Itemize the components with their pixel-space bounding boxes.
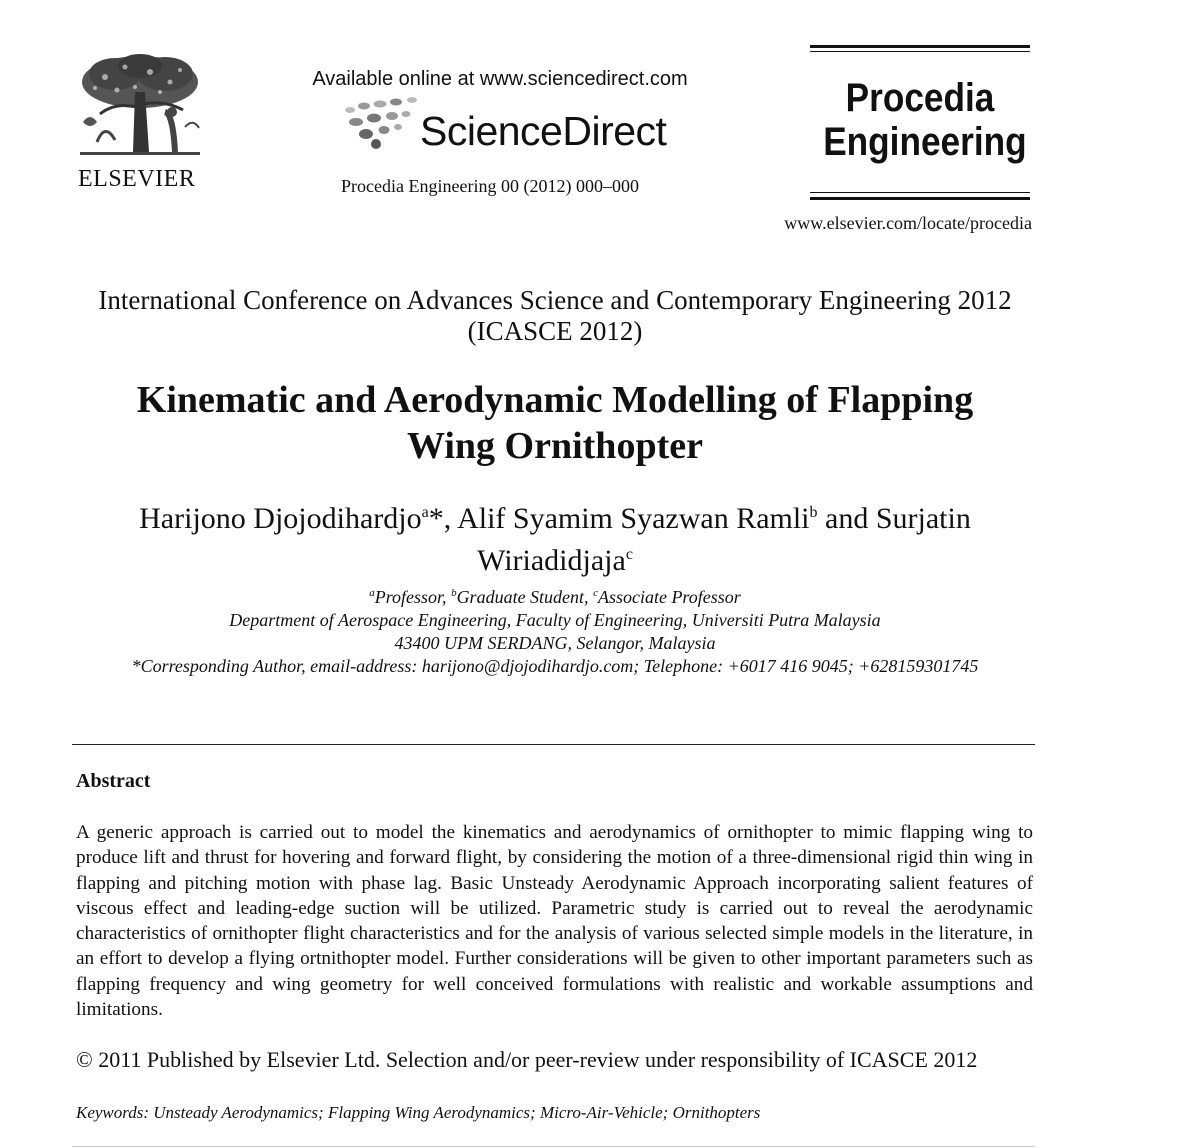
address: 43400 UPM SERDANG, Selangor, Malaysia bbox=[394, 633, 716, 653]
conference-line2: (ICASCE 2012) bbox=[467, 316, 643, 346]
role-text: Graduate Student, bbox=[456, 587, 594, 607]
copyright-notice: © 2011 Published by Elsevier Ltd. Selection and/or peer-review under responsibility of ICASCE 2012 bbox=[76, 1047, 978, 1072]
conference-line1: International Conference on Advances Science and Contemporary Engineering 2012 bbox=[98, 285, 1012, 315]
author-separator: and bbox=[817, 502, 876, 535]
sciencedirect-wordmark: ScienceDirect bbox=[420, 108, 667, 154]
elsevier-tree-logo bbox=[75, 52, 205, 162]
role-mark: b bbox=[451, 587, 457, 599]
abstract-heading: Abstract bbox=[76, 770, 151, 792]
bottom-divider bbox=[72, 1146, 1035, 1147]
paper-title bbox=[70, 377, 1040, 469]
role-text: Associate Professor bbox=[597, 587, 741, 607]
conference-name bbox=[60, 285, 1050, 347]
section-divider bbox=[72, 744, 1035, 745]
affiliations bbox=[70, 582, 1040, 678]
header-rule bbox=[810, 197, 1030, 200]
role-mark: c bbox=[593, 587, 598, 599]
department: Department of Aerospace Engineering, Faculty of Engineering, Universiti Putra Malaysia bbox=[229, 610, 881, 630]
header-rule bbox=[810, 51, 1030, 52]
author-name: Harijono Djojodihardjo bbox=[139, 502, 422, 535]
author-list bbox=[70, 495, 1040, 579]
paper-title-line2: Wing Ornithopter bbox=[407, 425, 703, 467]
corresponding-author: *Corresponding Author, email-address: harijono@djojodihardjo.com; Telephone: +6017 416 9045; +628159301745 bbox=[131, 656, 979, 676]
author-separator: *, bbox=[428, 502, 458, 535]
author-mark: c bbox=[625, 546, 633, 563]
author-name: Alif Syamim Syazwan Ramli bbox=[457, 502, 810, 535]
journal-name bbox=[823, 76, 1027, 164]
keywords: Keywords: Unsteady Aerodynamics; Flapping Wing Aerodynamics; Micro-Air-Vehicle; Ornithopters bbox=[76, 1103, 761, 1122]
journal-name-line1: Procedia bbox=[845, 76, 995, 120]
author-roles bbox=[70, 582, 1040, 609]
header-rule bbox=[810, 192, 1030, 193]
sciencedirect-dots-icon bbox=[340, 96, 420, 152]
journal-reference: Procedia Engineering 00 (2012) 000–000 bbox=[341, 176, 639, 196]
role-text: Professor, bbox=[374, 587, 452, 607]
journal-url: www.elsevier.com/locate/procedia bbox=[784, 213, 1032, 233]
author-mark: a bbox=[421, 504, 429, 521]
paper-title-line1: Kinematic and Aerodynamic Modelling of Flapping bbox=[136, 379, 974, 421]
abstract-body: A generic approach is carried out to model the kinematics and aerodynamics of ornithopter to mimic flapping wing to produce lift and thrust for hovering and forward flight, by considering the motion of a three-dimensional rigid thin wing in flapping and pitching motion with phase lag. Basic Unsteady Aerodynamic Approach incorporating salient features of viscous effect and leading-edge suction will be utilized. Parametric study is carried out to reveal the aerodynamic characteristics of ornithopter flight characteristics and for the analysis of various selected simple models in the literature, in an effort to develop a flying ortnithopter model. Further considerations will be given to other important parameters such as flapping frequency and wing geometry for well conceived formulations with realistic and workable assumptions and limitations. bbox=[76, 822, 1033, 1021]
journal-name-line2: Engineering bbox=[823, 120, 1027, 164]
publisher-wordmark: ELSEVIER bbox=[78, 166, 196, 192]
role-mark: a bbox=[369, 587, 375, 599]
author-mark: b bbox=[809, 504, 818, 521]
header-rule bbox=[810, 45, 1030, 48]
author-name: Surjatin Wiriadidjaja bbox=[477, 502, 971, 577]
available-online-text: Available online at www.sciencedirect.com bbox=[312, 68, 688, 90]
